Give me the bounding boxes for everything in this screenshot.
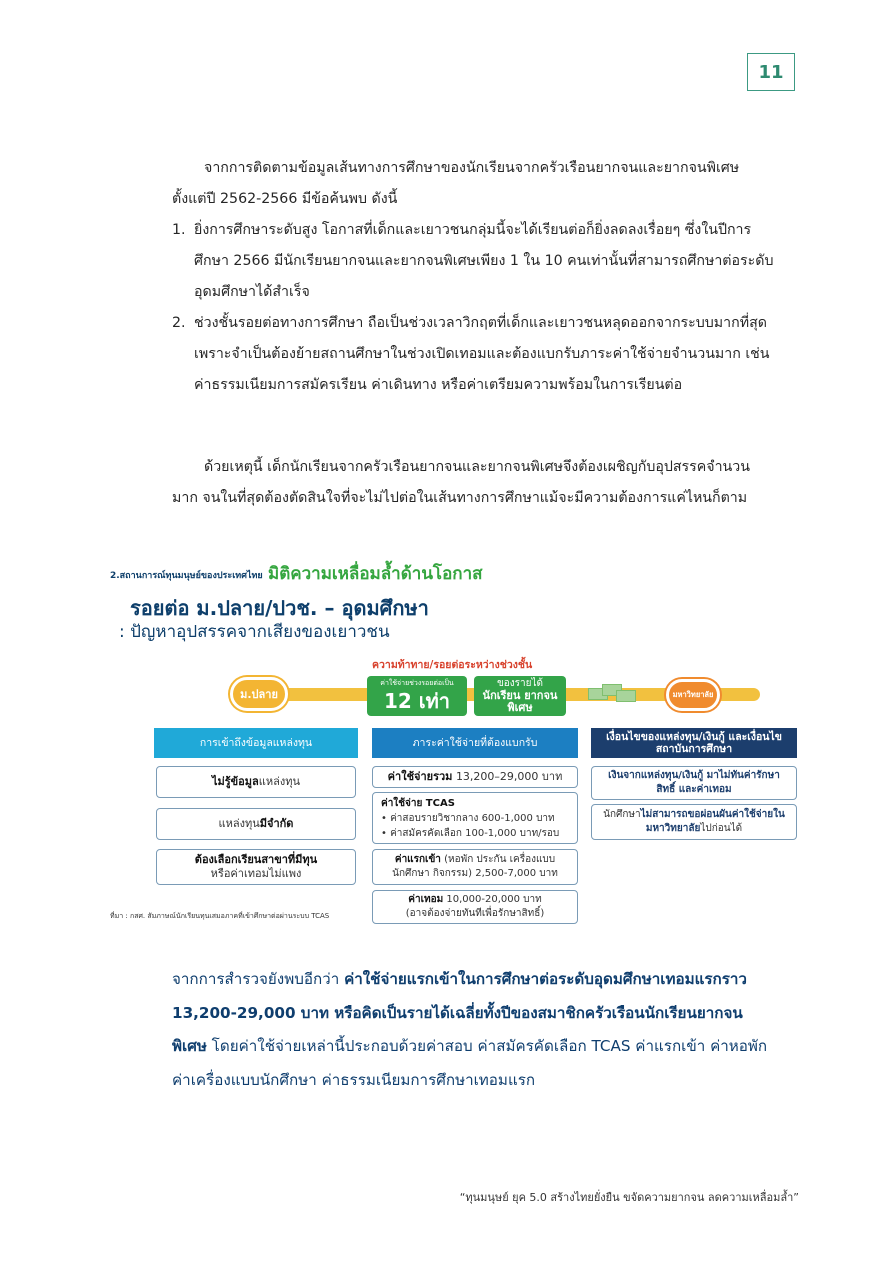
item-bold: ค่าใช้จ่าย TCAS — [381, 798, 455, 809]
item-bold: ค่าแรกเข้า — [394, 854, 441, 865]
list-text: ช่วงชั้นรอยต่อทางการศึกษา ถือเป็นช่วงเวลาวิกฤตที่เด็กและเยาวชนหลุดออกจากระบบมากที่สุด เพราะจำเป็นต้องย้ายสถานศึกษาในช่วงเปิดเทอมและต้องแบกรับภาระค่าใช้จ่ายจำนวนมาก เช่น ค่าธรรมเนียมการสมัครเรียน ค่าเดินทาง หรือค่าเตรียมความพร้อมในการเรียนต่อ — [194, 315, 770, 393]
column-header-expenses: ภาระค่าใช้จ่ายที่ต้องแบกรับ — [372, 728, 578, 758]
column-header-funding-info: การเข้าถึงข้อมูลแหล่งทุน — [154, 728, 358, 758]
item-text: (หอพัก ประกัน เครื่องแบบนักศึกษา กิจกรรม) 2,500-7,000 บาท — [392, 854, 558, 879]
list-text: ยิ่งการศึกษาระดับสูง โอกาสที่เด็กและเยาวชนกลุ่มนี้จะได้เรียนต่อก็ยิ่งลดลงเรื่อยๆ ซึ่งในปีการศึกษา 2566 มีนักเรียนยากจนและยากจนพิเศษเพียง 1 ใน 10 คนเท่านั้นที่สามารถศึกษาต่อระดับอุดมศึกษาได้สำเร็จ — [194, 222, 774, 300]
highlight-text: โดยค่าใช้จ่ายเหล่านี้ประกอบด้วยค่าสอบ ค่าสมัครคัดเลือก TCAS ค่าแรกเข้า ค่าหอพัก ค่าเครื่องแบบนักศึกษา ค่าธรรมเนียมการศึกษาเทอมแรก — [172, 1037, 768, 1089]
list-number: 2. — [172, 315, 186, 331]
infographic-title: รอยต่อ ม.ปลาย/ปวช. – อุดมศึกษา — [130, 596, 429, 620]
cost-multiplier-box — [367, 676, 467, 716]
stage-university: มหาวิทยาลัย — [666, 679, 720, 711]
income-label: ของรายได้ — [496, 678, 544, 689]
item-bold: มีจำกัด — [259, 817, 294, 830]
condition-item — [591, 804, 797, 840]
income-box — [474, 676, 566, 716]
list-number: 1. — [172, 222, 186, 238]
item-note: (อาจต้องจ่ายทันทีเพื่อรักษาสิทธิ์) — [405, 908, 545, 919]
footer-quote: “ทุนมนุษย์ ยุค 5.0 สร้างไทยยั่งยืน ขจัดความยากจน ลดความเหลื่อมล้ำ” — [459, 1191, 799, 1204]
item-text: 10,000-20,000 บาท — [446, 894, 542, 905]
intro-paragraph — [172, 153, 772, 215]
item-text: นักศึกษา — [603, 809, 641, 820]
expense-tuition — [372, 890, 578, 924]
findings-list — [172, 215, 774, 401]
item-bold: ต้องเลือกเรียนสาขาที่มีทุน — [194, 853, 318, 866]
funding-info-item — [156, 766, 356, 798]
cost-value: 12 เท่า — [383, 689, 451, 713]
item-bold: ค่าเทอม — [408, 894, 444, 905]
item-text: ค่าสอบรายวิชากลาง 600-1,000 บาท — [390, 813, 555, 824]
conclusion-text: ด้วยเหตุนี้ เด็กนักเรียนจากครัวเรือนยากจนและยากจนพิเศษจึงต้องเผชิญกับอุปสรรคจำนวนมาก จนในที่สุดต้องตัดสินใจที่จะไม่ไปต่อในเส้นทางการศึกษาแม้จะมีความต้องการแค่ไหนก็ตาม — [172, 459, 750, 506]
highlight-text: จากการสำรวจยังพบอีกว่า — [172, 970, 345, 988]
item-bold: ค่าใช้จ่ายรวม — [387, 770, 453, 783]
source-note: ที่มา : กสศ. สัมภาษณ์นักเรียนทุนเสมอภาคที่เข้าศึกษาต่อผ่านระบบ TCAS — [110, 912, 330, 920]
item-text: ไปก่อนได้ — [700, 823, 743, 834]
item-text: 13,200–29,000 บาท — [455, 770, 563, 783]
cost-label: ค่าใช้จ่ายช่วงรอยต่อเป็น — [380, 679, 454, 687]
expense-tcas — [372, 792, 578, 844]
tcas-item: • ค่าสมัครคัดเลือก 100-1,000 บาท/รอบ — [381, 828, 560, 839]
item-bold: ไม่สามารถขอผ่อนผันค่าใช้จ่ายในมหาวิทยาลัย — [640, 809, 785, 834]
list-item — [172, 308, 774, 401]
challenge-label: ความท้าทาย/รอยต่อระหว่างช่วงชั้น — [372, 659, 533, 671]
funding-info-item — [156, 849, 356, 885]
funding-info-item — [156, 808, 356, 840]
highlight-paragraph — [172, 963, 777, 1097]
item-text: แหล่งทุน — [218, 817, 260, 830]
income-value: นักเรียน ยากจนพิเศษ — [482, 689, 558, 714]
stage-highschool: ม.ปลาย — [230, 677, 288, 711]
conclusion-paragraph — [172, 452, 772, 514]
item-text: ค่าสมัครคัดเลือก 100-1,000 บาท/รอบ — [390, 828, 560, 839]
item-bold: ไม่รู้ข้อมูล — [211, 775, 259, 788]
tcas-item: • ค่าสอบรายวิชากลาง 600-1,000 บาท — [381, 813, 555, 824]
money-icon — [588, 682, 638, 704]
item-text: แหล่งทุน — [258, 775, 301, 788]
list-item — [172, 215, 774, 308]
highlight-bold: ค่าใช้จ่ายแรกเข้าในการศึกษาต่อระดับอุดมศึกษาเทอมแรกราว 13,200-29,000 บาท หรือคิดเป็นรายได้เฉลี่ยทั้งปีของสมาชิกครัวเรือนนักเรียนยากจนพิเศษ — [172, 970, 747, 1055]
item-text: หรือค่าเทอมไม่แพง — [210, 867, 302, 880]
expense-entry — [372, 849, 578, 885]
infographic-subtitle: : ปัญหาอุปสรรคจากเสียงของเยาวชน — [119, 622, 390, 642]
expense-total — [372, 766, 578, 788]
section-heading: มิติความเหลื่อมล้ำด้านโอกาส — [268, 564, 483, 584]
section-label: 2.สถานการณ์ทุนมนุษย์ของประเทศไทย — [110, 571, 263, 581]
condition-item: เงินจากแหล่งทุน/เงินกู้ มาไม่ทันค่ารักษาสิทธิ์ และค่าเทอม — [591, 766, 797, 800]
infographic — [110, 560, 800, 945]
column-header-conditions: เงื่อนไขของแหล่งทุน/เงินกู้ และเงื่อนไขสถาบันการศึกษา — [591, 728, 797, 758]
intro-text: จากการติดตามข้อมูลเส้นทางการศึกษาของนักเรียนจากครัวเรือนยากจนและยากจนพิเศษตั้งแต่ปี 2562-2566 มีข้อค้นพบ ดังนี้ — [172, 160, 740, 207]
page-number: 11 — [747, 53, 795, 91]
